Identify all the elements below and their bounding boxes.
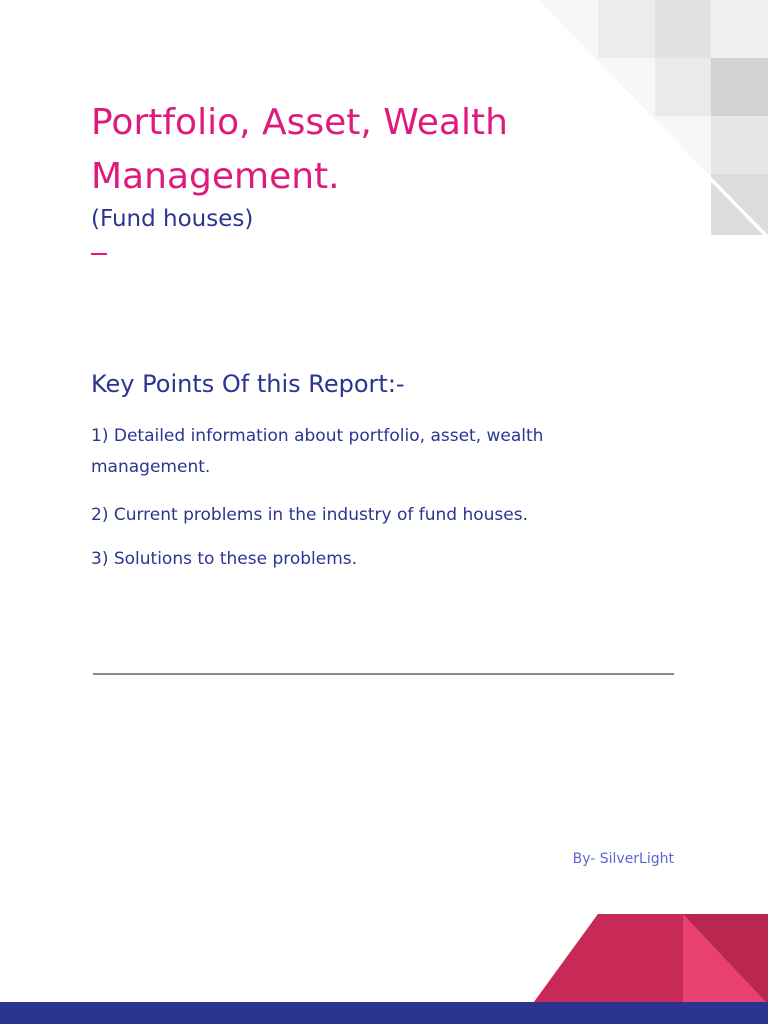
horizontal-divider — [93, 673, 674, 675]
footer-band — [0, 1002, 768, 1024]
document-subtitle: (Fund houses) — [91, 206, 254, 232]
key-point-1: 1) Detailed information about portfolio, asset, wealth management. — [91, 426, 544, 477]
title-accent-dash — [91, 253, 107, 255]
key-point-3: 3) Solutions to these problems. — [91, 549, 358, 569]
author-byline: By- SilverLight — [572, 851, 674, 867]
key-point-2: 2) Current problems in the industry of fund houses. — [91, 505, 528, 525]
document-title: Portfolio, Asset, Wealth Management. — [91, 102, 508, 197]
key-points-heading: Key Points Of this Report:- — [91, 370, 405, 398]
